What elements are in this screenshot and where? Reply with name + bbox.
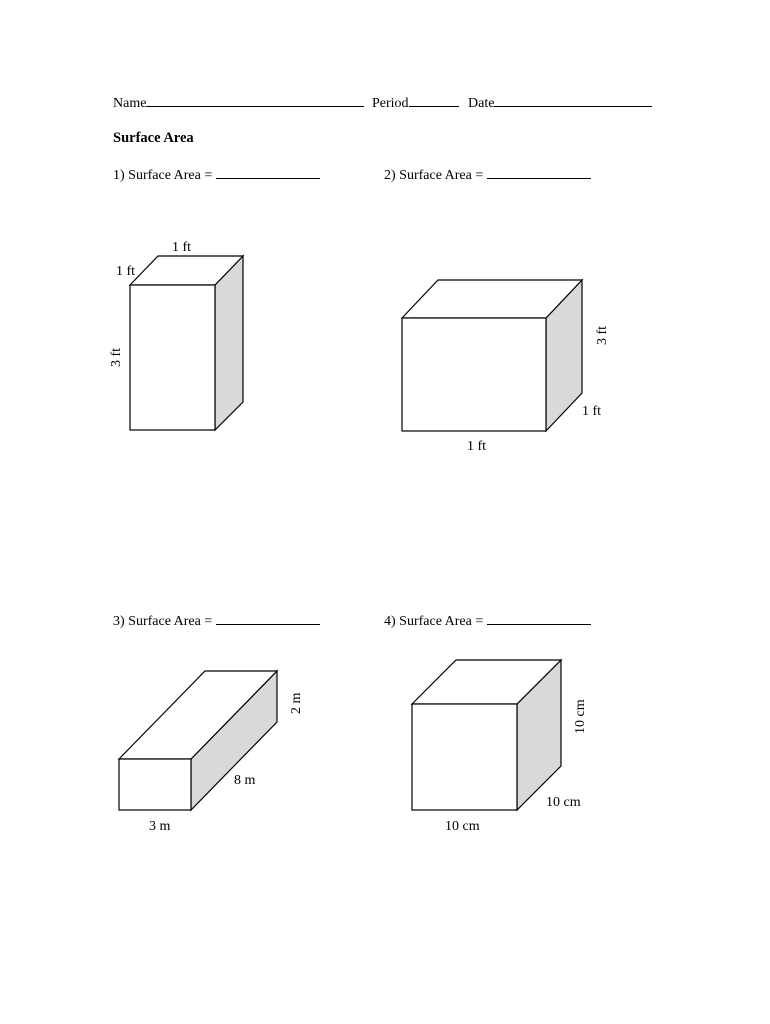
- period-label: Period: [372, 96, 409, 111]
- date-label: Date: [468, 96, 495, 111]
- problem-2-text: 2) Surface Area =: [384, 168, 487, 183]
- prism-3: [119, 671, 277, 810]
- prism-2-height-label: 3 ft: [595, 325, 610, 345]
- problem-4-text: 4) Surface Area =: [384, 614, 487, 629]
- prism-3-width-label: 3 m: [149, 819, 171, 834]
- prism-2-front-face: [402, 318, 546, 431]
- prism-1-front-face: [130, 285, 215, 430]
- prism-1-depth-label: 1 ft: [116, 264, 136, 279]
- prism-4-depth-label: 10 cm: [546, 795, 581, 810]
- prism-1-side-face: [215, 256, 243, 430]
- prism-4-front-face: [412, 704, 517, 810]
- problem-3-text: 3) Surface Area =: [113, 614, 216, 629]
- worksheet-title: Surface Area: [113, 130, 194, 146]
- name-label: Name: [113, 96, 147, 111]
- prism-3-front-face: [119, 759, 191, 810]
- prism-4: [412, 660, 561, 810]
- prism-3-depth-label: 8 m: [234, 773, 256, 788]
- prism-1: [130, 256, 243, 430]
- prism-2: [402, 280, 582, 431]
- prism-1-top-label: 1 ft: [172, 240, 192, 255]
- prism-4-height-label: 10 cm: [573, 699, 588, 734]
- prism-3-height-label: 2 m: [289, 692, 304, 714]
- prism-4-width-label: 10 cm: [445, 819, 480, 834]
- prism-2-depth-label: 1 ft: [582, 404, 602, 419]
- prism-2-width-label: 1 ft: [467, 439, 487, 454]
- prism-1-height-label: 3 ft: [109, 347, 124, 367]
- problem-1-text: 1) Surface Area =: [113, 168, 216, 183]
